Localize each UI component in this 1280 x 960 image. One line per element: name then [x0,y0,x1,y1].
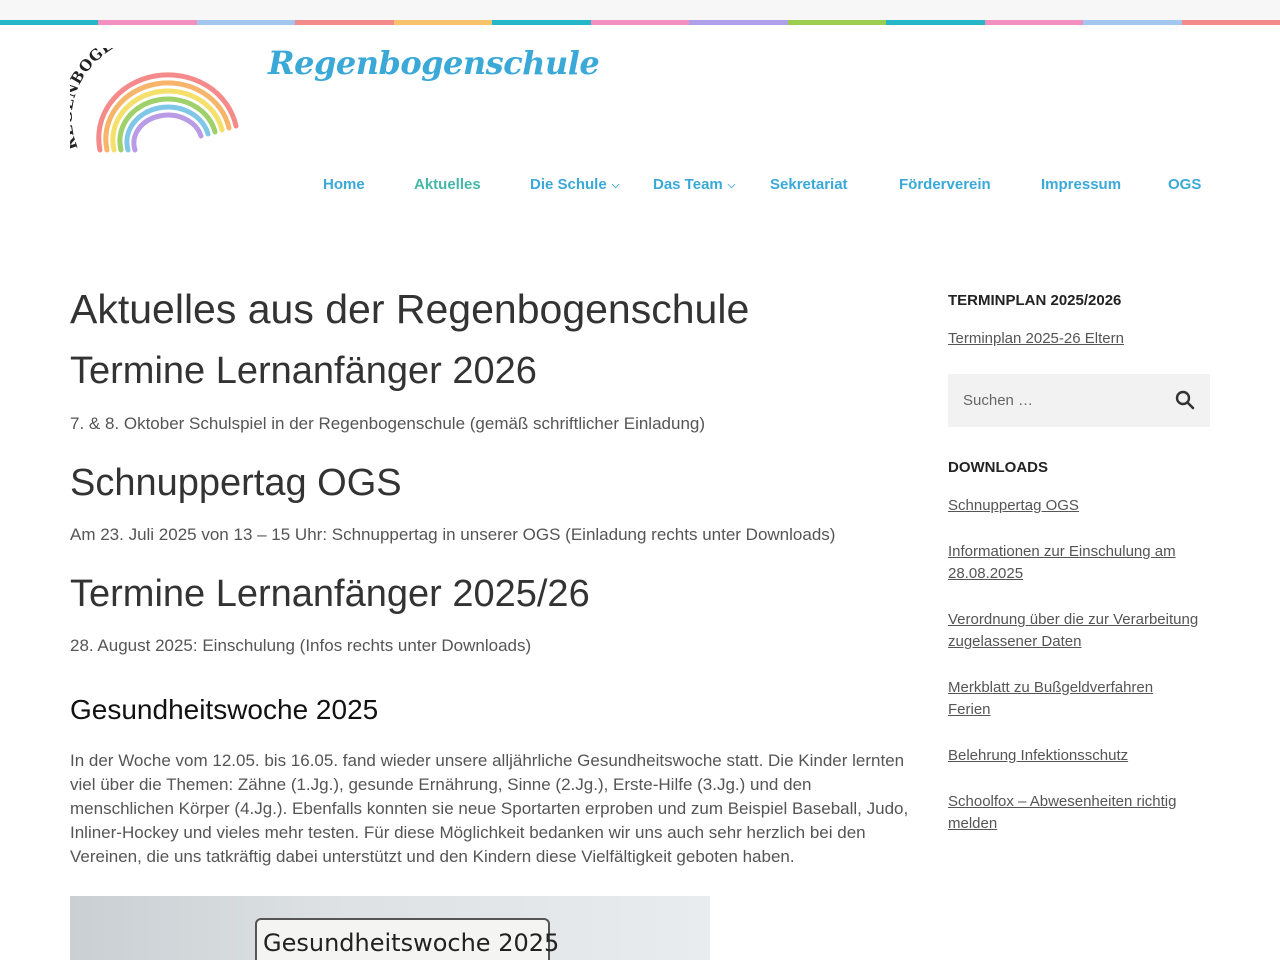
download-link[interactable]: Merkblatt zu Bußgeldverfahren Ferien [948,679,1154,718]
nav-item-das-team[interactable] [653,176,735,193]
stripe-segment [591,20,689,25]
nav-item-sekretariat[interactable] [770,176,848,193]
download-link[interactable]: Schoolfox – Abwesenheiten richtig melden [948,793,1177,832]
nav-item-impressum[interactable] [1041,176,1121,193]
stripe-segment [689,20,787,25]
nav-label: Die Schule [530,176,607,193]
image-caption: Gesundheitswoche 2025 [263,929,560,957]
post-image[interactable] [70,896,710,960]
chevron-down-icon: ⌵ [611,180,620,191]
widget-title-terminplan: TERMINPLAN 2025/2026 [948,292,1122,309]
stripe-segment [1182,20,1280,25]
download-link[interactable]: Schnuppertag OGS [948,497,1079,514]
nav-item-home[interactable] [323,176,365,193]
post-text: 28. August 2025: Einschulung (Infos rechts unter Downloads) [70,636,532,655]
stripe-segment [98,20,196,25]
post-title[interactable]: Termine Lernanfänger 2025/26 [70,573,590,615]
site-title[interactable]: Regenbogenschule [268,44,600,82]
logo-text: OG [74,48,107,77]
rainbow-logo-icon [70,48,260,158]
post-title[interactable]: Schnuppertag OGS [70,462,402,504]
page-title: Aktuelles aus der Regenbogenschule [70,286,750,332]
nav-item-foerderverein[interactable] [899,176,991,193]
download-link[interactable]: Informationen zur Einschulung am 28.08.2025 [948,543,1176,582]
stripe-segment [0,20,98,25]
site-logo[interactable] [70,48,260,158]
main-nav [300,176,1230,200]
nav-item-die-schule[interactable] [530,176,619,193]
stripe-segment [886,20,984,25]
top-bar [0,0,1280,20]
nav-label: Sekretariat [770,176,848,193]
stripe-segment [788,20,886,25]
search-form [948,374,1210,427]
sidebar-link-terminplan[interactable]: Terminplan 2025-26 Eltern [948,330,1124,347]
post-text: Am 23. Juli 2025 von 13 – 15 Uhr: Schnuppertag in unserer OGS (Einladung rechts unter Downloads) [70,525,836,544]
stripe-segment [394,20,492,25]
chevron-down-icon: ⌵ [727,180,736,191]
stripe-segment [197,20,295,25]
stripe-segment [492,20,590,25]
photo-card [255,918,560,960]
post-title[interactable]: Gesundheitswoche 2025 [70,694,379,725]
download-link[interactable]: Verordnung über die zur Verarbeitung zugelassener Daten [948,611,1199,650]
nav-label: Aktuelles [414,176,481,193]
nav-item-ogs[interactable] [1168,176,1201,193]
download-link[interactable]: Belehrung Infektionsschutz [948,747,1129,764]
nav-label: Das Team [653,176,723,193]
nav-label: Förderverein [899,176,991,193]
nav-label: Impressum [1041,176,1122,193]
stripe-segment [1083,20,1181,25]
stripe-segment [295,20,393,25]
widget-title-downloads: DOWNLOADS [948,459,1048,476]
search-input[interactable] [948,374,1168,427]
rainbow-stripe [0,20,1280,25]
nav-item-aktuelles[interactable] [414,176,481,193]
stripe-segment [985,20,1083,25]
post-text: 7. & 8. Oktober Schulspiel in der Regenbogenschule (gemäß schriftlicher Einladung) [70,414,706,433]
search-icon[interactable] [1174,389,1196,411]
post-title[interactable]: Termine Lernanfänger 2026 [70,350,537,392]
nav-label: OGS [1168,176,1202,193]
post-paragraph: In der Woche vom 12.05. bis 16.05. fand wieder unsere alljährliche Gesundheitswoche statt. Die Kinder lernten viel über die Themen: Zähne (1.Jg.), gesunde Ernährung, Sinne (2.Jg.), Erste-Hilfe (3.Jg.) und den menschlichen Körper (4.Jg.). Ebenfalls konnten sie neue Sportarten erproben und zum Beispiel Baseball, Judo, Inliner-Hockey und vieles mehr testen. Für diese Möglichkeit bedanken wir uns auch sehr herzlich bei den Vereinen, die uns tatkräftig dabei unterstützt und den Kindern diese Vielfältigkeit geboten haben. [70,751,909,866]
nav-label: Home [323,176,365,193]
